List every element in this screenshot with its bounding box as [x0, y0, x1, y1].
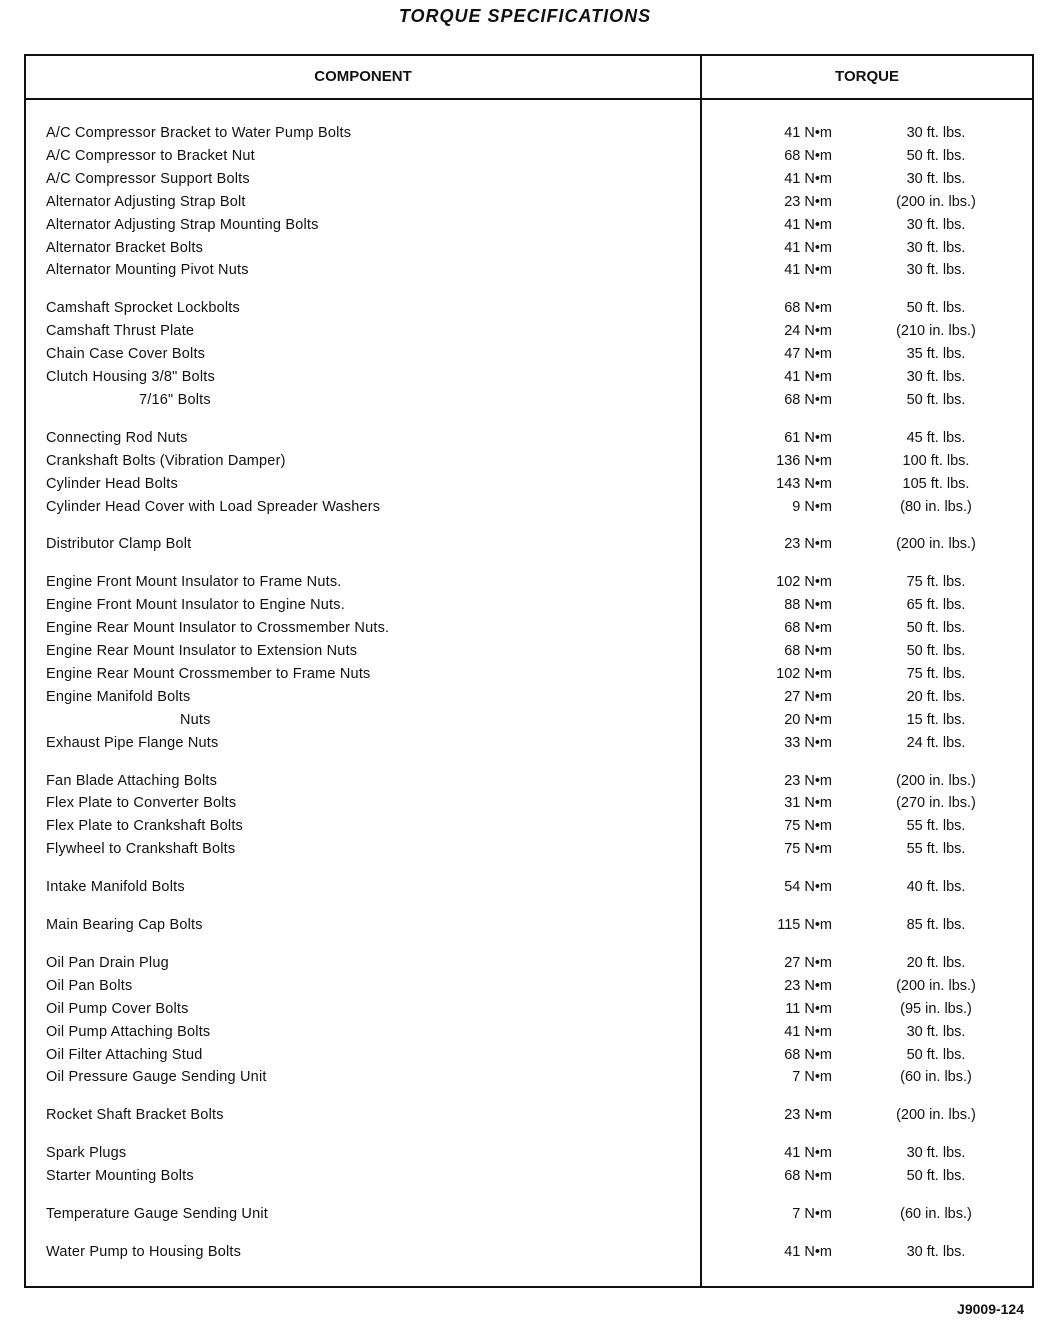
torque-nm-value: 68 N•m: [784, 300, 832, 317]
component-cell: [46, 686, 662, 708]
torque-nm-value: 102 N•m: [776, 574, 832, 591]
torque-imperial-value: (270 in. lbs.): [896, 795, 976, 812]
component-label: Oil Pump Cover Bolts: [46, 1001, 193, 1017]
torque-imperial-value: 50 ft. lbs.: [906, 1046, 966, 1063]
table-row: [26, 450, 1032, 472]
table-row: [26, 259, 1032, 281]
table-row: [26, 792, 1032, 814]
torque-nm-value: 23 N•m: [784, 1107, 832, 1124]
table-row: [26, 533, 1032, 555]
torque-nm-value: 75 N•m: [784, 841, 832, 858]
torque-imperial-value: 85 ft. lbs.: [906, 917, 966, 933]
table-row: [26, 571, 1032, 593]
component-label: Oil Pump Attaching Bolts: [46, 1024, 214, 1040]
component-cell: [46, 122, 662, 144]
torque-imperial-value: (200 in. lbs.): [896, 536, 976, 553]
torque-nm-value: 136 N•m: [776, 452, 832, 469]
component-cell: [46, 1203, 662, 1225]
table-row: [26, 320, 1032, 342]
torque-imperial-value: 65 ft. lbs.: [906, 597, 966, 614]
torque-nm-value: 27 N•m: [784, 954, 832, 971]
component-cell: [46, 191, 662, 213]
component-label: Engine Manifold Bolts: [46, 689, 194, 705]
torque-table: [24, 54, 1034, 1288]
component-cell: [46, 914, 662, 936]
torque-nm-value: 68 N•m: [784, 147, 832, 164]
component-cell: [46, 617, 662, 639]
component-cell: [46, 663, 662, 685]
torque-nm-value: 54 N•m: [784, 879, 832, 896]
torque-imperial-value: 20 ft. lbs.: [906, 688, 966, 705]
table-row: [26, 838, 1032, 860]
component-label: Alternator Adjusting Strap Mounting Bolts: [46, 217, 323, 233]
component-cell: [46, 998, 662, 1020]
torque-imperial-value: (200 in. lbs.): [896, 977, 976, 994]
table-row: [26, 122, 1032, 144]
table-row: [26, 709, 1032, 731]
component-label: Oil Pressure Gauge Sending Unit: [46, 1069, 271, 1085]
component-cell: [46, 975, 662, 997]
torque-imperial-value: 55 ft. lbs.: [906, 818, 966, 835]
torque-imperial-value: 30 ft. lbs.: [906, 125, 966, 141]
torque-nm-value: 41 N•m: [784, 216, 832, 233]
table-row: [26, 1203, 1032, 1225]
torque-imperial-value: 45 ft. lbs.: [906, 429, 966, 446]
table-row: [26, 1165, 1032, 1187]
torque-imperial-value: 50 ft. lbs.: [906, 391, 966, 408]
torque-nm-value: 68 N•m: [784, 620, 832, 637]
table-row: [26, 496, 1032, 518]
component-label: Spark Plugs: [46, 1145, 130, 1161]
component-cell: [46, 571, 662, 593]
torque-nm-value: 41 N•m: [784, 1145, 832, 1162]
torque-imperial-value: (60 in. lbs.): [900, 1206, 972, 1222]
torque-nm-value: 27 N•m: [784, 688, 832, 705]
torque-imperial-value: 30 ft. lbs.: [906, 216, 966, 233]
torque-imperial-value: 30 ft. lbs.: [906, 1145, 966, 1162]
torque-nm-value: 41 N•m: [784, 239, 832, 256]
torque-nm-value: 11 N•m: [785, 1000, 832, 1017]
torque-imperial-value: 75 ft. lbs.: [906, 574, 966, 591]
torque-nm-value: 102 N•m: [776, 665, 832, 682]
torque-imperial-value: (200 in. lbs.): [896, 1107, 976, 1124]
torque-nm-value: 9 N•m: [792, 498, 832, 515]
torque-nm-value: 41 N•m: [784, 125, 832, 141]
table-row: [26, 663, 1032, 685]
torque-nm-value: 68 N•m: [784, 1046, 832, 1063]
table-row: [26, 975, 1032, 997]
component-label: Flywheel to Crankshaft Bolts: [46, 841, 239, 857]
component-label: A/C Compressor to Bracket Nut: [46, 148, 259, 164]
component-cell: [46, 594, 662, 616]
component-label: Distributor Clamp Bolt: [46, 536, 195, 552]
component-cell: [46, 1021, 662, 1043]
torque-imperial-value: 50 ft. lbs.: [906, 1168, 966, 1185]
table-row: [26, 952, 1032, 974]
torque-imperial-value: (210 in. lbs.): [896, 323, 976, 340]
dot-leader: [46, 990, 662, 992]
torque-imperial-value: 20 ft. lbs.: [906, 954, 966, 971]
table-row: [26, 145, 1032, 167]
component-label: A/C Compressor Bracket to Water Pump Bolts: [46, 125, 355, 141]
torque-imperial-value: 30 ft. lbs.: [906, 369, 966, 385]
torque-nm-value: 41 N•m: [784, 1023, 832, 1040]
component-cell: [46, 1066, 662, 1088]
torque-imperial-value: 30 ft. lbs.: [906, 1243, 966, 1260]
component-label: Camshaft Sprocket Lockbolts: [46, 300, 244, 316]
component-cell: [46, 792, 662, 814]
torque-imperial-value: 105 ft. lbs.: [902, 475, 970, 492]
table-row: [26, 876, 1032, 898]
component-cell: [46, 876, 662, 898]
table-row: [26, 770, 1032, 792]
torque-imperial-value: 24 ft. lbs.: [906, 734, 966, 751]
component-label: Camshaft Thrust Plate: [46, 323, 198, 339]
dot-leader: [46, 1157, 662, 1159]
component-label: Temperature Gauge Sending Unit: [46, 1206, 272, 1222]
component-label: Oil Filter Attaching Stud: [46, 1047, 207, 1063]
component-cell: [46, 770, 662, 792]
torque-column-header: TORQUE: [835, 68, 899, 85]
component-cell: [46, 1044, 662, 1066]
torque-nm-value: 68 N•m: [784, 391, 832, 408]
torque-imperial-value: 30 ft. lbs.: [906, 1023, 966, 1040]
table-row: [26, 914, 1032, 936]
component-cell: [46, 952, 662, 974]
component-label: Engine Front Mount Insulator to Frame Nuts.: [46, 574, 346, 590]
table-row: [26, 1021, 1032, 1043]
component-cell: [46, 237, 662, 259]
table-row: [26, 617, 1032, 639]
torque-imperial-value: 55 ft. lbs.: [906, 841, 966, 858]
component-cell: [46, 145, 662, 167]
table-row: [26, 168, 1032, 190]
torque-nm-value: 31 N•m: [784, 795, 832, 812]
torque-imperial-value: 50 ft. lbs.: [906, 300, 966, 317]
component-cell: [46, 473, 662, 495]
component-column-header: COMPONENT: [314, 68, 412, 85]
torque-imperial-value: (200 in. lbs.): [896, 193, 976, 210]
component-label: Connecting Rod Nuts: [46, 430, 192, 446]
component-label: Cylinder Head Cover with Load Spreader Washers: [46, 499, 384, 515]
component-label: 7/16" Bolts: [139, 392, 215, 408]
table-row: [26, 686, 1032, 708]
page-title: TORQUE SPECIFICATIONS: [398, 6, 652, 26]
table-row: [26, 640, 1032, 662]
torque-nm-value: 143 N•m: [776, 475, 832, 492]
component-label: Alternator Mounting Pivot Nuts: [46, 262, 253, 278]
component-label: Rocket Shaft Bracket Bolts: [46, 1107, 228, 1123]
torque-nm-value: 41 N•m: [784, 170, 832, 187]
table-row: [26, 343, 1032, 365]
table-row: [26, 815, 1032, 837]
component-label: A/C Compressor Support Bolts: [46, 171, 254, 187]
torque-imperial-value: 50 ft. lbs.: [906, 643, 966, 659]
component-label: Oil Pan Bolts: [46, 978, 136, 994]
component-label: Crankshaft Bolts (Vibration Damper): [46, 453, 290, 469]
table-row: [26, 998, 1032, 1020]
figure-code: J9009-124: [957, 1301, 1024, 1317]
torque-imperial-value: 30 ft. lbs.: [906, 262, 966, 279]
table-body: [26, 56, 1032, 1286]
torque-imperial-value: 50 ft. lbs.: [906, 620, 966, 637]
component-label: Engine Rear Mount Insulator to Crossmember Nuts.: [46, 620, 393, 636]
table-row: [26, 297, 1032, 319]
component-label: Engine Rear Mount Insulator to Extension Nuts: [46, 643, 361, 659]
component-label: Oil Pan Drain Plug: [46, 955, 173, 971]
torque-imperial-value: (200 in. lbs.): [896, 772, 976, 789]
component-cell: [46, 450, 662, 472]
torque-imperial-value: 75 ft. lbs.: [906, 665, 966, 682]
component-cell: [46, 427, 662, 449]
torque-nm-value: 33 N•m: [784, 734, 832, 751]
torque-nm-value: 88 N•m: [784, 597, 832, 614]
component-cell: [46, 732, 662, 754]
torque-imperial-value: 30 ft. lbs.: [906, 170, 966, 187]
component-label: Alternator Adjusting Strap Bolt: [46, 194, 250, 210]
table-row: [26, 473, 1032, 495]
component-label: Engine Front Mount Insulator to Engine Nuts.: [46, 597, 349, 613]
component-cell: [46, 366, 662, 388]
table-row: [26, 214, 1032, 236]
torque-nm-value: 41 N•m: [784, 1243, 832, 1260]
component-cell: [46, 815, 662, 837]
table-row: [26, 427, 1032, 449]
torque-nm-value: 41 N•m: [784, 262, 832, 279]
component-label: Chain Case Cover Bolts: [46, 346, 209, 362]
torque-nm-value: 75 N•m: [784, 818, 832, 835]
table-row: [26, 191, 1032, 213]
torque-imperial-value: 30 ft. lbs.: [906, 239, 966, 256]
torque-nm-value: 47 N•m: [784, 346, 832, 363]
component-label: Flex Plate to Crankshaft Bolts: [46, 818, 247, 834]
component-cell: [46, 533, 662, 555]
dot-leader: [180, 724, 662, 726]
component-label: Engine Rear Mount Crossmember to Frame Nuts: [46, 666, 375, 682]
table-row: [26, 732, 1032, 754]
component-cell: [46, 1241, 662, 1263]
torque-nm-value: 115 N•m: [777, 917, 832, 933]
component-cell: [46, 1142, 662, 1164]
table-row: [26, 366, 1032, 388]
torque-imperial-value: 15 ft. lbs.: [906, 711, 966, 728]
component-cell: [46, 259, 662, 281]
component-cell: [46, 214, 662, 236]
component-cell: [46, 297, 662, 319]
component-cell: [46, 1104, 662, 1126]
table-row: [26, 1044, 1032, 1066]
dot-leader: [139, 404, 662, 406]
component-cell: [46, 320, 662, 342]
torque-nm-value: 41 N•m: [784, 369, 832, 385]
component-cell: [46, 1165, 662, 1187]
torque-imperial-value: 100 ft. lbs.: [902, 452, 970, 469]
torque-imperial-value: (60 in. lbs.): [900, 1069, 972, 1086]
torque-nm-value: 23 N•m: [784, 536, 832, 553]
component-label: Nuts: [180, 712, 215, 728]
table-row: [26, 237, 1032, 259]
component-label: Flex Plate to Converter Bolts: [46, 795, 240, 811]
table-row: [26, 1104, 1032, 1126]
component-cell: [139, 389, 662, 411]
torque-imperial-value: 40 ft. lbs.: [906, 879, 966, 896]
component-cell: [46, 640, 662, 662]
table-row: [26, 1241, 1032, 1263]
component-label: Main Bearing Cap Bolts: [46, 917, 207, 933]
component-cell: [46, 496, 662, 518]
component-label: Intake Manifold Bolts: [46, 879, 189, 895]
component-cell: [46, 343, 662, 365]
torque-nm-value: 7 N•m: [792, 1206, 832, 1222]
component-cell: [46, 168, 662, 190]
torque-nm-value: 23 N•m: [784, 977, 832, 994]
component-label: Fan Blade Attaching Bolts: [46, 773, 221, 789]
torque-nm-value: 7 N•m: [792, 1069, 832, 1086]
torque-imperial-value: (80 in. lbs.): [900, 498, 972, 515]
table-row: [26, 1142, 1032, 1164]
component-cell: [180, 709, 662, 731]
torque-imperial-value: (95 in. lbs.): [900, 1000, 972, 1017]
table-row: [26, 1066, 1032, 1088]
component-label: Cylinder Head Bolts: [46, 476, 182, 492]
torque-nm-value: 20 N•m: [784, 711, 832, 728]
table-row: [26, 594, 1032, 616]
component-label: Starter Mounting Bolts: [46, 1168, 198, 1184]
torque-nm-value: 68 N•m: [784, 1168, 832, 1185]
torque-imperial-value: 50 ft. lbs.: [906, 147, 966, 164]
torque-nm-value: 24 N•m: [784, 323, 832, 340]
component-label: Exhaust Pipe Flange Nuts: [46, 735, 222, 751]
torque-nm-value: 61 N•m: [784, 429, 832, 446]
table-row: [26, 389, 1032, 411]
torque-nm-value: 68 N•m: [784, 643, 832, 659]
torque-nm-value: 23 N•m: [784, 193, 832, 210]
component-label: Clutch Housing 3/8" Bolts: [46, 369, 219, 385]
component-label: Water Pump to Housing Bolts: [46, 1244, 245, 1260]
component-label: Alternator Bracket Bolts: [46, 240, 207, 256]
torque-nm-value: 23 N•m: [784, 772, 832, 789]
torque-imperial-value: 35 ft. lbs.: [906, 346, 966, 363]
component-cell: [46, 838, 662, 860]
